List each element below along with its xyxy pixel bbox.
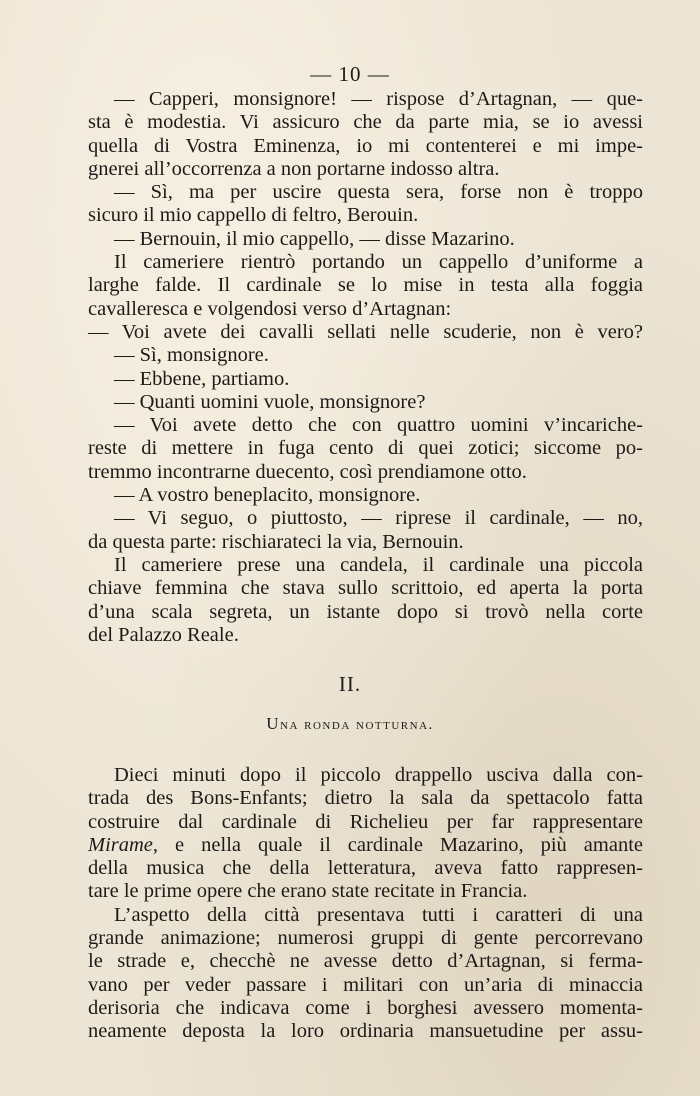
text-line: Il cameriere prese una candela, il cardinale una piccola xyxy=(114,553,643,576)
text-line: L’aspetto della città presentava tutti i caratteri di una xyxy=(114,903,643,926)
text-line: derisoria che indicava come i borghesi avessero momenta- xyxy=(88,996,643,1019)
text-line: — Bernouin, il mio cappello, — disse Mazarino. xyxy=(114,227,515,250)
text-line xyxy=(88,834,643,857)
text-line: tare le prime opere che erano state recitate in Francia. xyxy=(88,880,528,903)
text-line: — A vostro beneplacito, monsignore. xyxy=(114,484,421,507)
text-line: le strade e, checchè ne avesse detto d’Artagnan, si ferma- xyxy=(88,950,643,973)
text-line: trada des Bons-Enfants; dietro la sala da spettacolo fatta xyxy=(88,787,643,810)
text-block-dialogue xyxy=(88,88,643,647)
text-line: — Ebbene, partiamo. xyxy=(114,367,290,390)
text-line: reste di mettere in fuga cento di quei zotici; siccome po- xyxy=(88,437,643,460)
text-line: sicuro il mio cappello di feltro, Berouin. xyxy=(88,204,419,227)
text-line: vano per veder passare i militari con un’aria di minaccia xyxy=(88,973,643,996)
text-line: costruire dal cardinale di Richelieu per far rappresentare xyxy=(88,810,643,833)
text-line: — Sì, ma per uscire questa sera, forse non è troppo xyxy=(114,181,643,204)
text-line: — Voi avete detto che con quattro uomini v’incariche- xyxy=(114,414,643,437)
text-block-chapter-opening xyxy=(88,764,643,1044)
page-number: — 10 — xyxy=(310,62,390,86)
text-line: tremmo incontrarne duecento, così prendiamone otto. xyxy=(88,460,527,483)
text-line: neamente deposta la loro ordinaria mansuetudine per assu- xyxy=(88,1020,643,1043)
text-line: della musica che della letteratura, aveva fatto rappresen- xyxy=(88,857,643,880)
chapter-title-initial: U xyxy=(266,714,281,733)
text-line: chiave femmina che stava sullo scrittoio, ed aperta la porta xyxy=(88,577,643,600)
text-line: — Voi avete dei cavalli sellati nelle scuderie, non è vero? xyxy=(88,320,643,343)
chapter-title-rest: na ronda notturna. xyxy=(280,717,434,733)
text-line: d’una scala segreta, un istante dopo si trovò nella corte xyxy=(88,600,643,623)
text-line: — Quanti uomini vuole, monsignore? xyxy=(114,390,426,413)
text-line-rest: , e nella quale il cardinale Mazarino, più amante xyxy=(152,833,643,856)
text-line: gnerei all’occorrenza a non portarne indosso altra. xyxy=(88,157,500,180)
text-line: quella di Vostra Eminenza, io mi contenterei e mi impe- xyxy=(88,134,643,157)
italic-title: Mirame xyxy=(88,833,153,856)
text-line: — Vi seguo, o piuttosto, — riprese il cardinale, — no, xyxy=(114,507,643,530)
chapter-title xyxy=(0,714,700,734)
text-line: da questa parte: rischiarateci la via, Bernouin. xyxy=(88,530,464,553)
text-line: cavalleresca e volgendosi verso d’Artagnan: xyxy=(88,297,452,320)
text-line: — Sì, monsignore. xyxy=(114,344,269,367)
text-line: sta è modestia. Vi assicuro che da parte mia, se io avessi xyxy=(88,111,643,134)
text-line: larghe falde. Il cardinale se lo mise in testa alla foggia xyxy=(88,274,643,297)
text-line: del Palazzo Reale. xyxy=(88,623,239,646)
text-line: grande animazione; numerosi gruppi di gente percorrevano xyxy=(88,927,643,950)
text-line: Dieci minuti dopo il piccolo drappello usciva dalla con- xyxy=(114,764,643,786)
text-line: Il cameriere rientrò portando un cappello d’uniforme a xyxy=(114,251,643,274)
chapter-number: II. xyxy=(338,672,362,696)
text-line: — Capperi, monsignore! — rispose d’Artagnan, — que- xyxy=(114,88,643,110)
